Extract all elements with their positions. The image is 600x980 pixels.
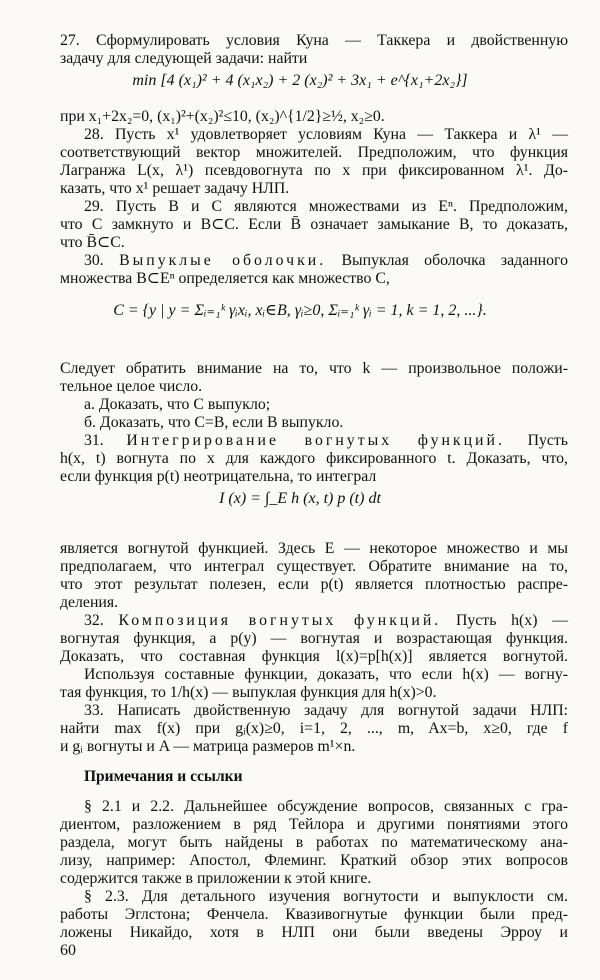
text-line: если функция p(t) неотрицательна, то интеграл xyxy=(60,468,377,485)
text-span: Пусть xyxy=(527,432,568,449)
text-line: § 2.1 и 2.2. Дальнейшее обсуждение вопросов, связанных с гра- xyxy=(84,798,568,815)
text-line: содержится также в приложении к этой книге. xyxy=(60,870,372,887)
text-line: лизу, например: Апостол, Флеминг. Краткий обзор этих вопросов xyxy=(60,852,568,869)
section-line xyxy=(84,612,568,630)
text-line: деления. xyxy=(60,594,119,611)
text-span: Выпуклая оболочка заданного xyxy=(341,252,569,269)
text-line: § 2.3. Для детального изучения вогнутости и выпуклости см. xyxy=(84,888,568,905)
text-line: при x₁+2x₂=0, (x₁)²+(x₂)²≤10, (x₂)^{1/2}≥½, x₂≥0. xyxy=(60,108,385,125)
problem-title: Выпуклые оболочки. xyxy=(119,252,327,269)
text-line: б. Доказать, что C=B, если B выпукло. xyxy=(84,414,344,431)
page-number: 60 xyxy=(60,942,76,959)
text-span: Пусть h(x) — xyxy=(455,612,569,629)
text-line: работы Эглстона; Фенчела. Квазивогнутые функции были пред- xyxy=(60,906,568,923)
text-line: найти max f(x) при gᵢ(x)≥0, i=1, 2, ..., m, Ax=b, x≥0, где f xyxy=(60,720,568,737)
text-line: 29. Пусть B и C являются множествами из Eⁿ. Предположим, xyxy=(84,198,568,215)
section-heading: Примечания и ссылки xyxy=(84,768,243,785)
text-line: вогнутая функция, а p(y) — вогнутая и возрастающая функция. xyxy=(60,630,568,647)
text-line: тельное целое число. xyxy=(60,378,203,395)
text-line: задачу для следующей задачи: найти xyxy=(60,50,308,67)
problem-title: Композиция вогнутых функций. xyxy=(118,612,442,629)
text-line: тая функция, то 1/h(x) — выпуклая функция для h(x)>0. xyxy=(60,684,437,701)
formula-integral: I (x) = ∫_E h (x, t) p (t) dt xyxy=(219,490,381,507)
formula-convex-hull: C = {y | y = Σᵢ₌₁ᵏ γᵢxᵢ, xᵢ∈B, γᵢ≥0, Σᵢ₌₁ᵏ γᵢ = 1, k = 1, 2, ...}. xyxy=(113,302,487,319)
text-line: является вогнутой функцией. Здесь E — некоторое множество и мы xyxy=(60,540,568,557)
text-line: 28. Пусть x¹ удовлетворяет условиям Куна — Таккера и λ¹ — xyxy=(84,126,568,143)
text-line: h(x, t) вогнута по x для каждого фиксированного t. Доказать, что, xyxy=(60,450,568,467)
text-line: что C замкнуто и B⊂C. Если B̄ означает замыкание B, то доказать, xyxy=(60,216,568,233)
text-line: предполагаем, что интеграл существует. Обратите внимание на то, xyxy=(60,558,568,575)
text-line: 27. Сформулировать условия Куна — Таккера и двойственную xyxy=(60,32,568,49)
text-line: что B̄⊂C. xyxy=(60,234,125,251)
problem-number: 32. xyxy=(84,612,104,629)
text-line: диентом, разложением в ряд Тейлора и другими понятиями этого xyxy=(60,816,568,833)
text-line: казать, что x¹ решает задачу НЛП. xyxy=(60,180,290,197)
text-line: Доказать, что составная функция l(x)=p[h(x)] является вогнутой. xyxy=(60,648,568,665)
text-line: Лагранжа L(x, λ¹) псевдовогнута по x при фиксированном λ¹. До- xyxy=(60,162,568,179)
problem-title: Интегрирование вогнутых функций. xyxy=(126,432,505,449)
text-line: Используя составные функции, доказать, что если h(x) — вогну- xyxy=(84,666,568,683)
problem-number: 30. xyxy=(84,252,104,269)
text-line: раздела, могут быть найдены в работах по математическому ана- xyxy=(60,834,568,851)
text-line: а. Доказать, что C выпукло; xyxy=(84,396,271,413)
text-line: соответствующий вектор множителей. Предположим, что функция xyxy=(60,144,568,161)
text-line: Следует обратить внимание на то, что k — произвольное положи- xyxy=(60,360,568,377)
text-line: множества B⊂Eⁿ определяется как множество C, xyxy=(60,270,390,287)
section-line xyxy=(84,432,568,450)
text-line: ложены Никайдо, хотя в НЛП они были введены Эрроу и xyxy=(60,924,568,941)
section-line xyxy=(84,252,568,270)
text-line: 33. Написать двойственную задачу для вогнутой задачи НЛП: xyxy=(84,702,568,719)
problem-number: 31. xyxy=(84,432,104,449)
formula-min: min [4 (x₁)² + 4 (x₁x₂) + 2 (x₂)² + 3x₁ + e^{x₁+2x₂}] xyxy=(132,72,468,89)
text-line: что этот результат полезен, если p(t) является плотностью распре- xyxy=(60,576,568,593)
text-line: и gᵢ вогнуты и A — матрица размеров m¹×n. xyxy=(60,738,356,755)
